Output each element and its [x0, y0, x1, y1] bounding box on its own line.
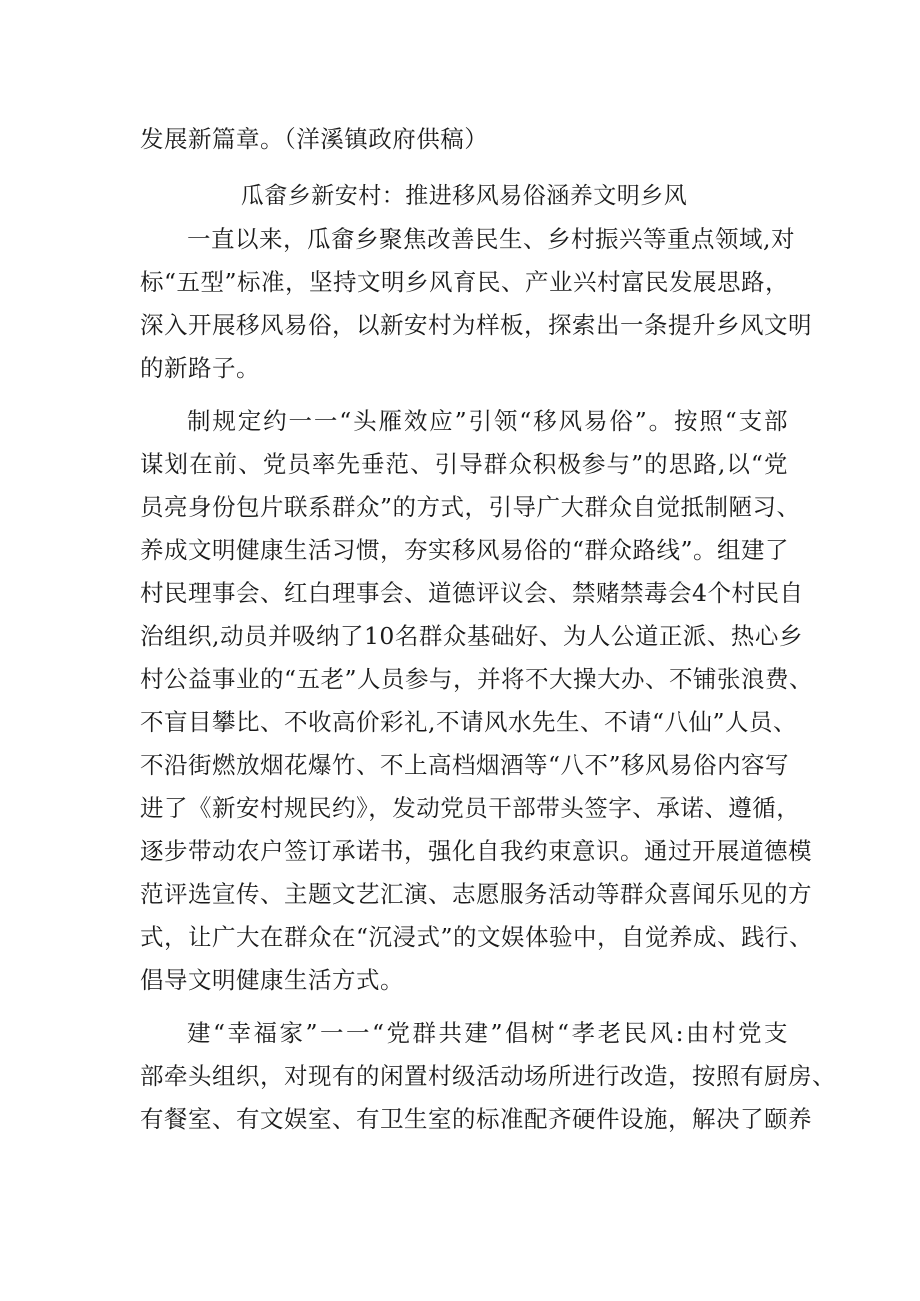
text-line: 村民理事会、红白理事会、道德评议会、禁赌禁毒会4个村民自 [140, 579, 804, 607]
text-line: 村公益事业的“五老”人员参与，并将不大操大办、不铺张浪费、 [140, 665, 814, 693]
document-body [140, 118, 836, 1141]
paragraph [140, 1012, 836, 1141]
paragraph [140, 400, 814, 1002]
text-line: 不沿街燃放烟花爆竹、不上高档烟酒等“八不”移风易俗内容写 [140, 751, 790, 779]
paragraph [140, 218, 812, 390]
text-line: 一直以来，瓜畲乡聚焦改善民生、乡村振兴等重点领域,对 [187, 225, 795, 253]
text-line: 治组织,动员并吸纳了10名群众基础好、为人公道正派、热心乡 [140, 622, 803, 650]
previous-article-tail: 发展新篇章。（洋溪镇政府供稿） [140, 125, 489, 153]
text-line: 范评选宣传、主题文艺汇演、志愿服务活动等群众喜闻乐见的方 [140, 880, 812, 908]
text-line: 进了《新安村规民约》，发动党员干部带头签字、承诺、遵循， [140, 794, 801, 822]
text-line: 建“幸福家”一一“党群共建”倡树“孝老民风:由村党支 [187, 1019, 788, 1047]
text-line: 标“五型”标准，坚持文明乡风育民、产业兴村富民发展思路， [140, 268, 790, 296]
text-line: 有餐室、有文娱室、有卫生室的标准配齐硬件设施，解决了颐养 [140, 1105, 812, 1133]
text-line: 员亮身份包片联系群众”的方式，引导广大群众自觉抵制陋习、 [140, 493, 801, 521]
text-line: 部牵头组织，对现有的闲置村级活动场所进行改造，按照有厨房、 [140, 1062, 836, 1090]
text-line: 倡导文明健康生活方式。 [140, 966, 404, 994]
text-line: 深入开展移风易俗，以新安村为样板，探索出一条提升乡风文明 [140, 311, 812, 339]
text-line: 逐步带动农户签订承诺书，强化自我约束意识。通过开展道德模 [140, 837, 812, 865]
text-line: 谋划在前、党员率先垂范、引导群众积极参与”的思路,以“党 [140, 450, 788, 478]
article-title: 瓜畲乡新安村：推进移风易俗涵养文明乡风 [240, 183, 688, 209]
text-line: 制规定约一一“头雁效应”引领“移风易俗”。按照“支部 [187, 407, 788, 435]
text-line: 式，让广大在群众在“沉浸式”的文娱体验中，自觉养成、践行、 [140, 923, 814, 951]
text-line: 的新路子。 [140, 354, 260, 382]
text-line: 不盲目攀比、不收高价彩礼,不请风水先生、不请“八仙”人员、 [140, 708, 797, 736]
text-line: 养成文明健康生活习惯，夯实移风易俗的“群众路线”。组建了 [140, 536, 790, 564]
